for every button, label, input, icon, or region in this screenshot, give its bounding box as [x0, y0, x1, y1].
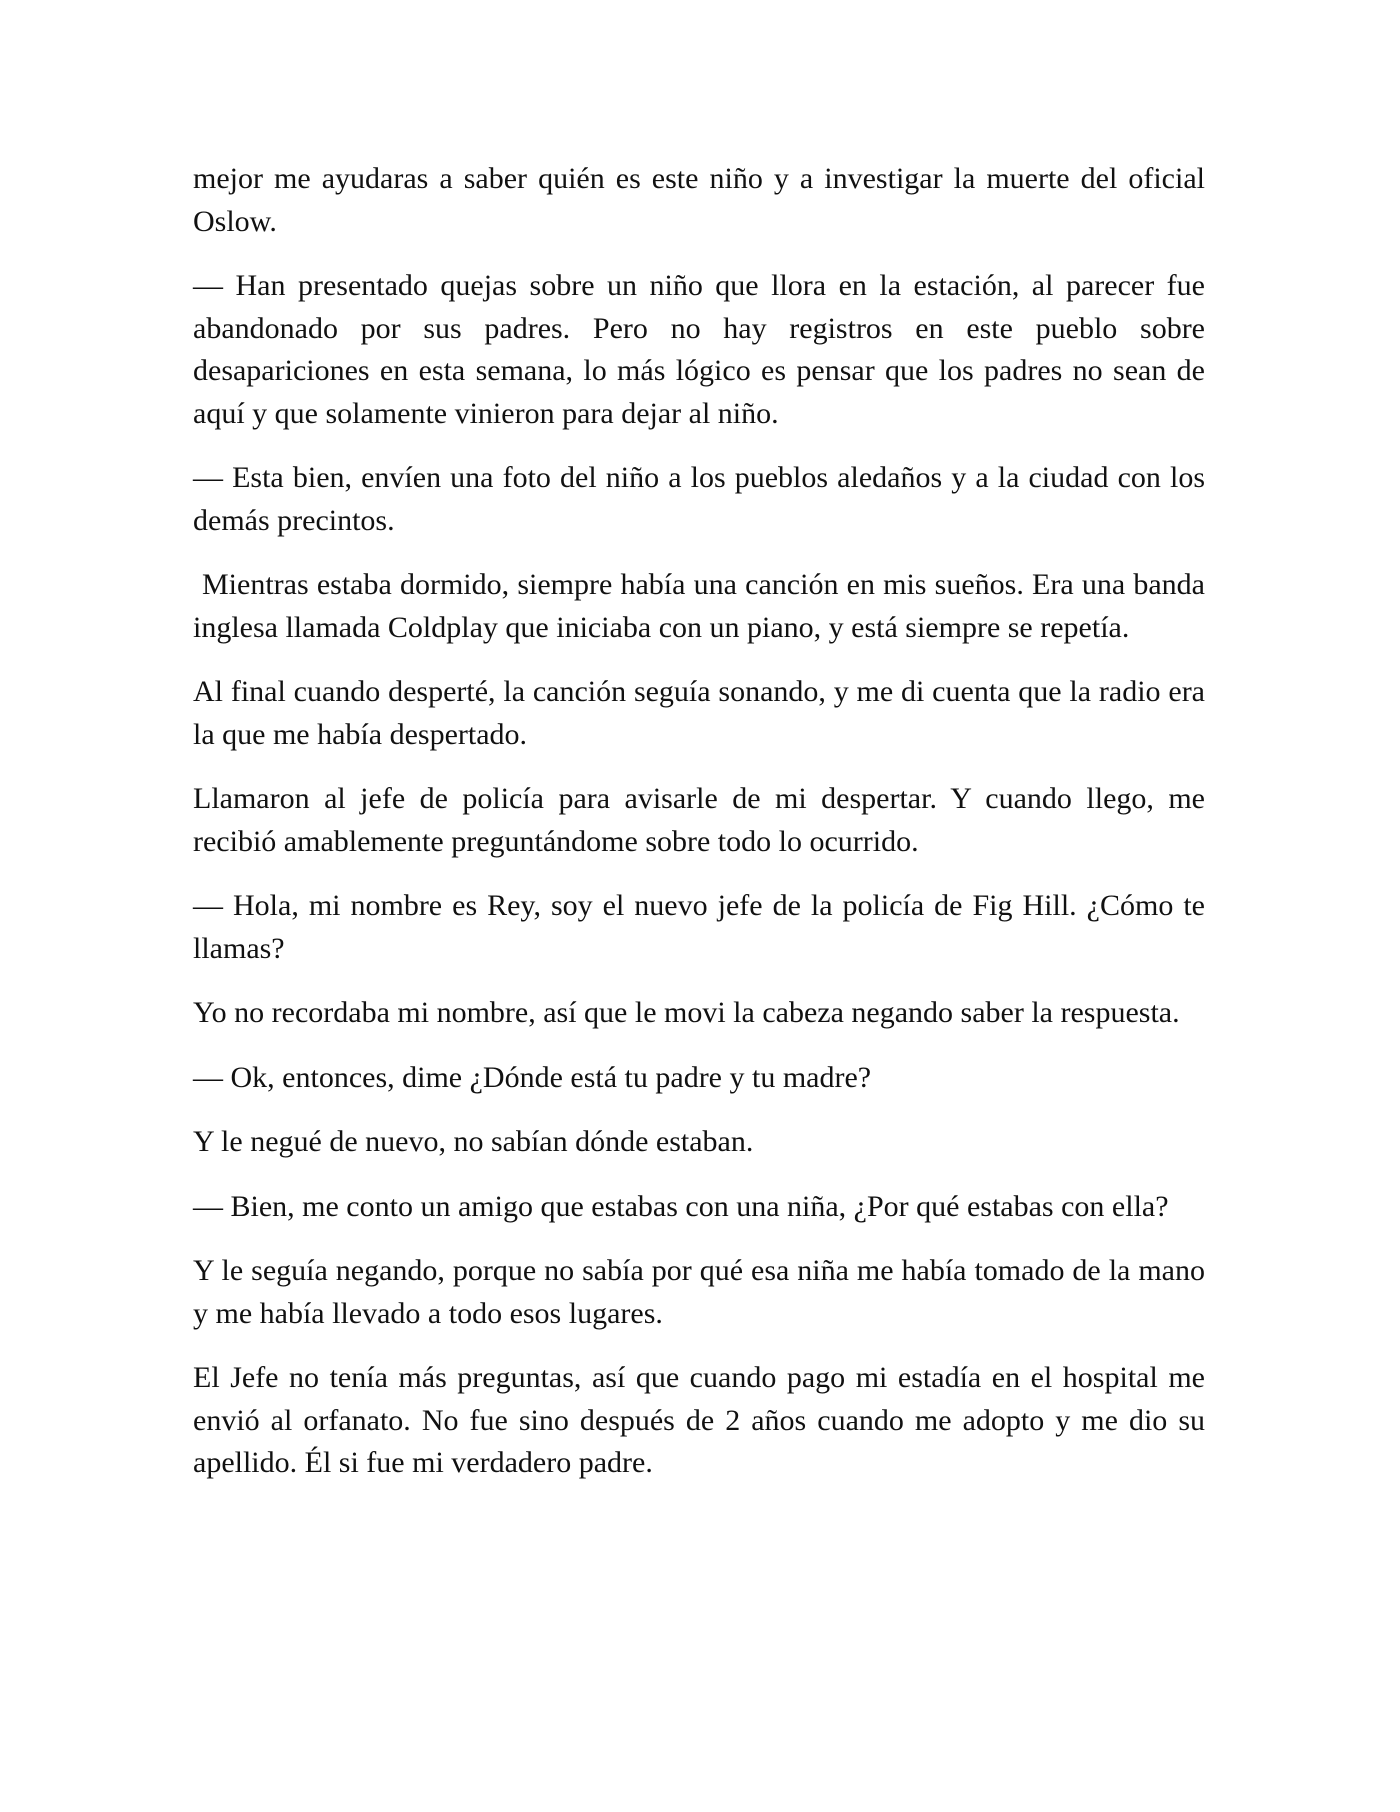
body-text — [193, 158, 1205, 1507]
paragraph: El Jefe no tenía más preguntas, así que cuando pago mi estadía en el hospital me envió al orfanato. No fue sino después de 2 años cuando me adopto y me dio su apellido. Él si fue mi verdadero padre. — [193, 1361, 1205, 1479]
dialogue-paragraph: — Ok, entonces, dime ¿Dónde está tu padre y tu madre? — [193, 1060, 872, 1094]
paragraph: Y le negué de nuevo, no sabían dónde estaban. — [193, 1125, 754, 1158]
paragraph: Y le seguía negando, porque no sabía por qué esa niña me había tomado de la mano y me había llevado a todo esos lugares. — [193, 1254, 1205, 1330]
paragraph: mejor me ayudaras a saber quién es este niño y a investigar la muerte del oficial Oslow. — [193, 162, 1205, 238]
dialogue-paragraph: — Han presentado quejas sobre un niño que llora en la estación, al parecer fue abandonado por sus padres. Pero no hay registros en este pueblo sobre desapariciones en esta semana, lo más lógico es pensar que los padres no sean de aquí y que solamente vinieron para dejar al niño. — [193, 269, 1205, 430]
paragraph: Yo no recordaba mi nombre, así que le movi la cabeza negando saber la respuesta. — [193, 996, 1180, 1029]
paragraph: Llamaron al jefe de policía para avisarle de mi despertar. Y cuando llego, me recibió amablemente preguntándome sobre todo lo ocurrido. — [193, 782, 1205, 858]
dialogue-paragraph: — Bien, me conto un amigo que estabas con una niña, ¿Por qué estabas con ella? — [193, 1189, 1169, 1223]
dialogue-paragraph: — Esta bien, envíen una foto del niño a los pueblos aledaños y a la ciudad con los demás precintos. — [193, 461, 1205, 537]
paragraph: Mientras estaba dormido, siempre había una canción en mis sueños. Era una banda inglesa llamada Coldplay que iniciaba con un piano, y está siempre se repetía. — [193, 568, 1205, 644]
dialogue-paragraph: — Hola, mi nombre es Rey, soy el nuevo jefe de la policía de Fig Hill. ¿Cómo te llamas? — [193, 889, 1205, 965]
paragraph: Al final cuando desperté, la canción seguía sonando, y me di cuenta que la radio era la que me había despertado. — [193, 675, 1205, 751]
